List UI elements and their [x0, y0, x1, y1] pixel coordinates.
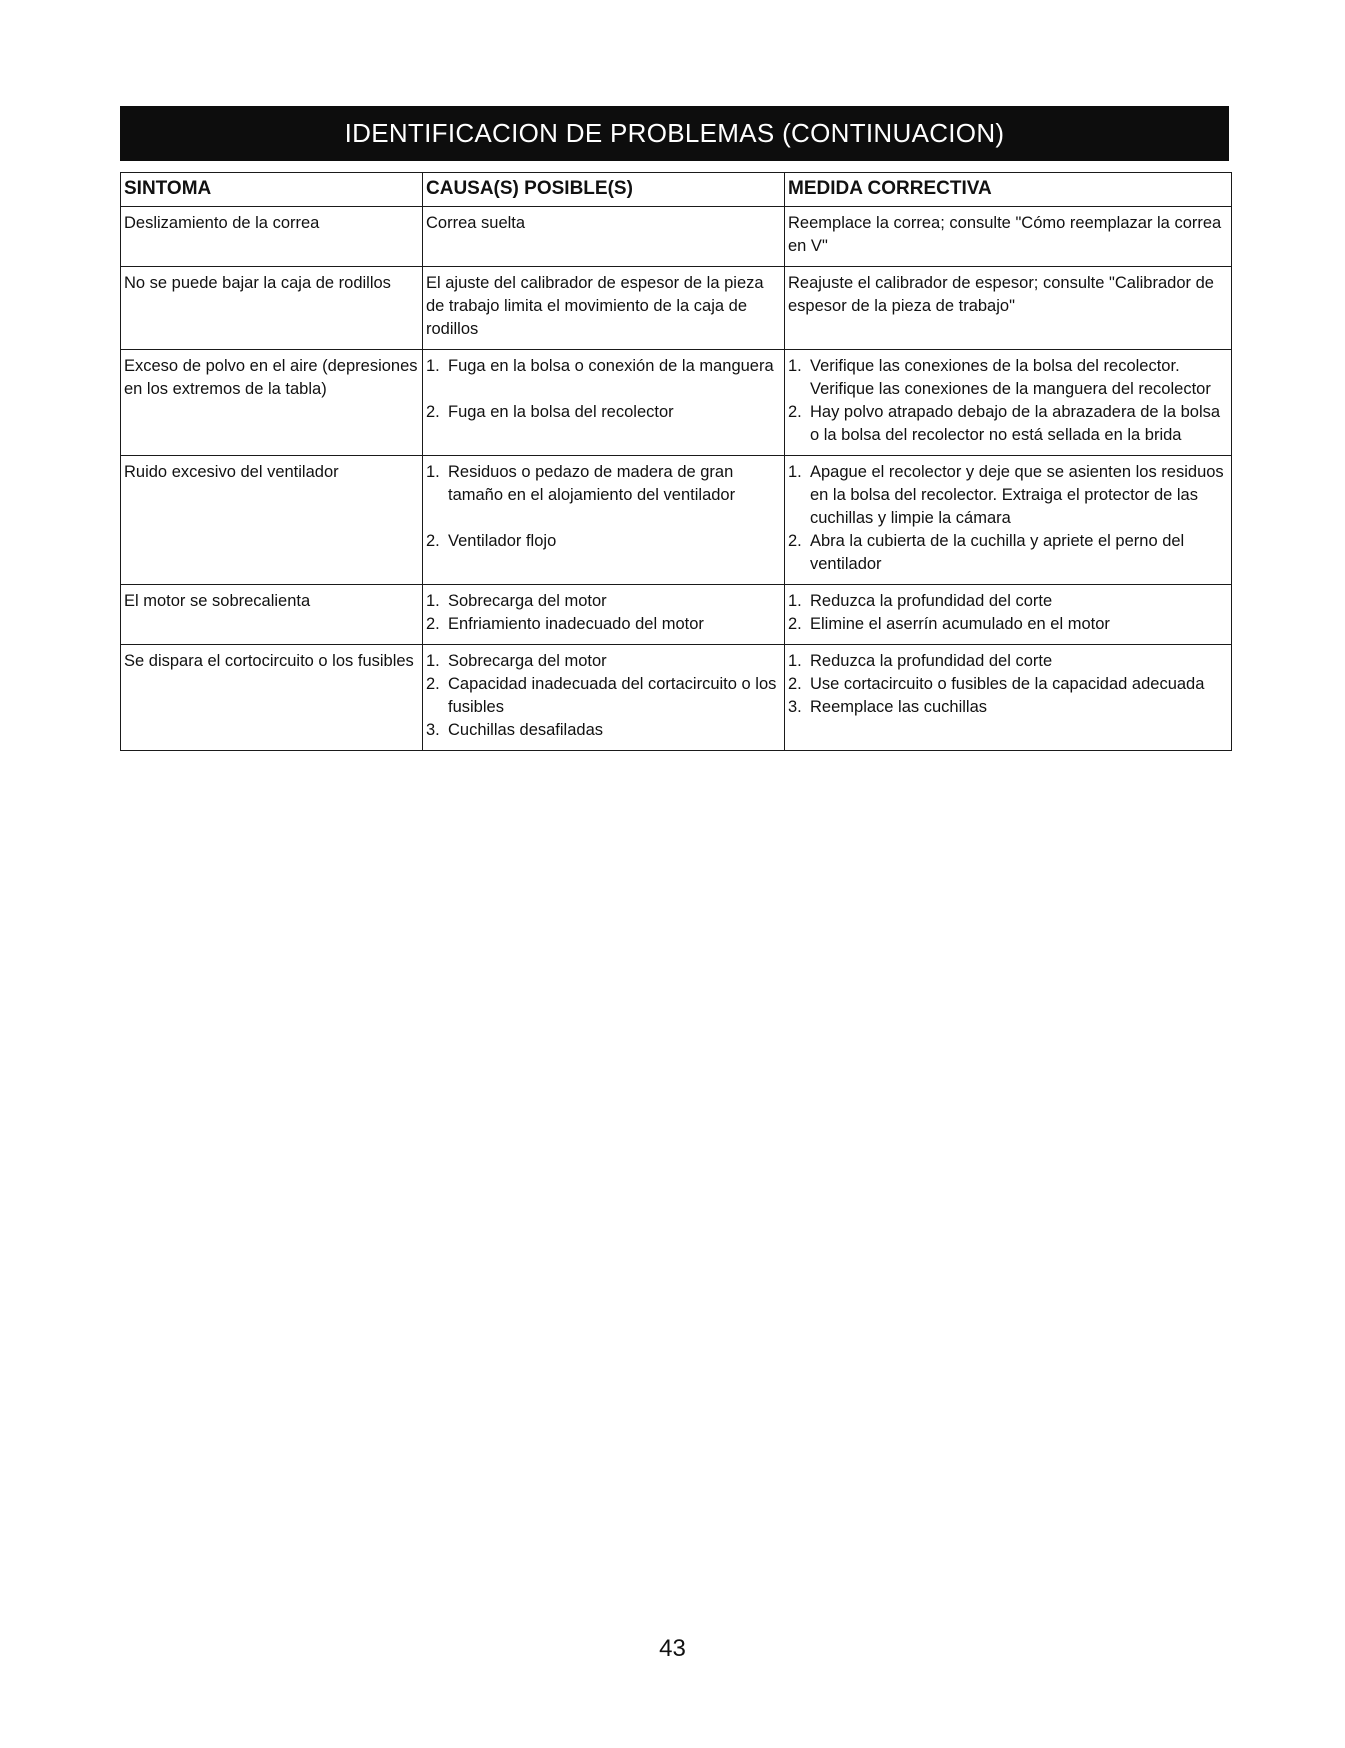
remedy-list: [788, 590, 1228, 636]
cause-number: 1.: [426, 463, 440, 481]
cause-item: [426, 650, 781, 673]
remedy-list: [788, 461, 1228, 576]
cause-list: [426, 650, 781, 742]
symptom-cell: No se puede bajar la caja de rodillos: [121, 267, 423, 350]
cause-cell: [423, 456, 785, 585]
cause-number: 3.: [426, 721, 440, 739]
cause-number: 1.: [426, 652, 440, 670]
cause-text: Correa suelta: [426, 214, 526, 232]
remedy-number: 1.: [788, 463, 802, 481]
cause-text: Cuchillas desafiladas: [448, 721, 604, 739]
cause-cell: [423, 267, 785, 350]
table-header-row: [121, 173, 1232, 207]
remedy-cell: [785, 585, 1232, 645]
remedy-text: Hay polvo atrapado debajo de la abrazadera de la bolsa o la bolsa del recolector no está sellada en la brida: [810, 403, 1221, 444]
header-remedy: MEDIDA CORRECTIVA: [785, 173, 1232, 207]
remedy-item: [788, 355, 1228, 401]
table-row: [121, 645, 1232, 751]
cause-item: [426, 461, 781, 507]
remedy-item: [788, 613, 1228, 636]
remedy-number: 1.: [788, 592, 802, 610]
symptom-cell: Se dispara el cortocircuito o los fusibles: [121, 645, 423, 751]
symptom-cell: El motor se sobrecalienta: [121, 585, 423, 645]
cause-item: [426, 613, 781, 636]
cause-number: 2.: [426, 532, 440, 550]
remedy-number: 1.: [788, 652, 802, 670]
remedy-text: Use cortacircuito o fusibles de la capacidad adecuada: [810, 675, 1205, 693]
remedy-cell: [785, 645, 1232, 751]
cause-text: Sobrecarga del motor: [448, 592, 607, 610]
remedy-item: [788, 461, 1228, 530]
cause-number: 2.: [426, 615, 440, 633]
remedy-number: 2.: [788, 403, 802, 421]
cause-number: 2.: [426, 403, 440, 421]
cause-cell: [423, 585, 785, 645]
cause-item: [426, 673, 781, 719]
cause-text: El ajuste del calibrador de espesor de la pieza de trabajo limita el movimiento de la caja de rodillos: [426, 274, 764, 338]
cause-item: [426, 590, 781, 613]
header-cause: CAUSA(S) POSIBLE(S): [423, 173, 785, 207]
remedy-text: Reemplace la correa; consulte "Cómo reemplazar la correa en V": [788, 214, 1222, 255]
cause-text: Enfriamiento inadecuado del motor: [448, 615, 704, 633]
cause-item: [426, 530, 781, 553]
remedy-item: [788, 696, 1228, 719]
remedy-item: [788, 590, 1228, 613]
remedy-number: 3.: [788, 698, 802, 716]
cause-number: 1.: [426, 357, 440, 375]
remedy-number: 2.: [788, 675, 802, 693]
table-row: [121, 585, 1232, 645]
remedy-list: [788, 355, 1228, 447]
cause-list: [426, 590, 781, 636]
remedy-cell: [785, 267, 1232, 350]
symptom-cell: Ruido excesivo del ventilador: [121, 456, 423, 585]
remedy-cell: [785, 207, 1232, 267]
cause-item: [426, 355, 781, 378]
symptom-cell: Exceso de polvo en el aire (depresiones en los extremos de la tabla): [121, 350, 423, 456]
cause-list: [426, 461, 781, 553]
remedy-text: Reajuste el calibrador de espesor; consulte "Calibrador de espesor de la pieza de trabajo": [788, 274, 1214, 315]
cause-text: Sobrecarga del motor: [448, 652, 607, 670]
remedy-cell: [785, 456, 1232, 585]
cause-number: 1.: [426, 592, 440, 610]
cause-cell: [423, 350, 785, 456]
page-number: 43: [659, 1635, 686, 1662]
table-row: [121, 267, 1232, 350]
remedy-number: 2.: [788, 615, 802, 633]
symptom-cell: Deslizamiento de la correa: [121, 207, 423, 267]
cause-text: Fuga en la bolsa o conexión de la manguera: [448, 357, 774, 375]
cause-text: Ventilador flojo: [448, 532, 557, 550]
cause-text: Fuga en la bolsa del recolector: [448, 403, 674, 421]
remedy-text: Abra la cubierta de la cuchilla y apriete el perno del ventilador: [810, 532, 1185, 573]
cause-text: Capacidad inadecuada del cortacircuito o los fusibles: [448, 675, 777, 716]
remedy-item: [788, 650, 1228, 673]
remedy-list: [788, 650, 1228, 719]
remedy-text: Reemplace las cuchillas: [810, 698, 987, 716]
remedy-number: 2.: [788, 532, 802, 550]
cause-list: [426, 355, 781, 424]
cause-cell: [423, 645, 785, 751]
cause-item: [426, 719, 781, 742]
section-title-banner: IDENTIFICACION DE PROBLEMAS (CONTINUACION): [120, 106, 1229, 161]
remedy-item: [788, 673, 1228, 696]
header-symptom: SINTOMA: [121, 173, 423, 207]
remedy-text: Elimine el aserrín acumulado en el motor: [810, 615, 1110, 633]
table-row: [121, 207, 1232, 267]
cause-item: [426, 401, 781, 424]
table-row: [121, 350, 1232, 456]
cause-text: Residuos o pedazo de madera de gran tamaño en el alojamiento del ventilador: [448, 463, 736, 504]
troubleshooting-table: [120, 172, 1232, 751]
remedy-text: Reduzca la profundidad del corte: [810, 652, 1053, 670]
cause-cell: [423, 207, 785, 267]
cause-number: 2.: [426, 675, 440, 693]
remedy-item: [788, 530, 1228, 576]
table-row: [121, 456, 1232, 585]
remedy-text: Apague el recolector y deje que se asienten los residuos en la bolsa del recolector. Extraiga el protector de las cuchillas y limpie la cámara: [810, 463, 1224, 527]
remedy-number: 1.: [788, 357, 802, 375]
remedy-text: Reduzca la profundidad del corte: [810, 592, 1053, 610]
remedy-item: [788, 401, 1228, 447]
remedy-text: Verifique las conexiones de la bolsa del recolector. Verifique las conexiones de la manguera del recolector: [810, 357, 1211, 398]
remedy-cell: [785, 350, 1232, 456]
